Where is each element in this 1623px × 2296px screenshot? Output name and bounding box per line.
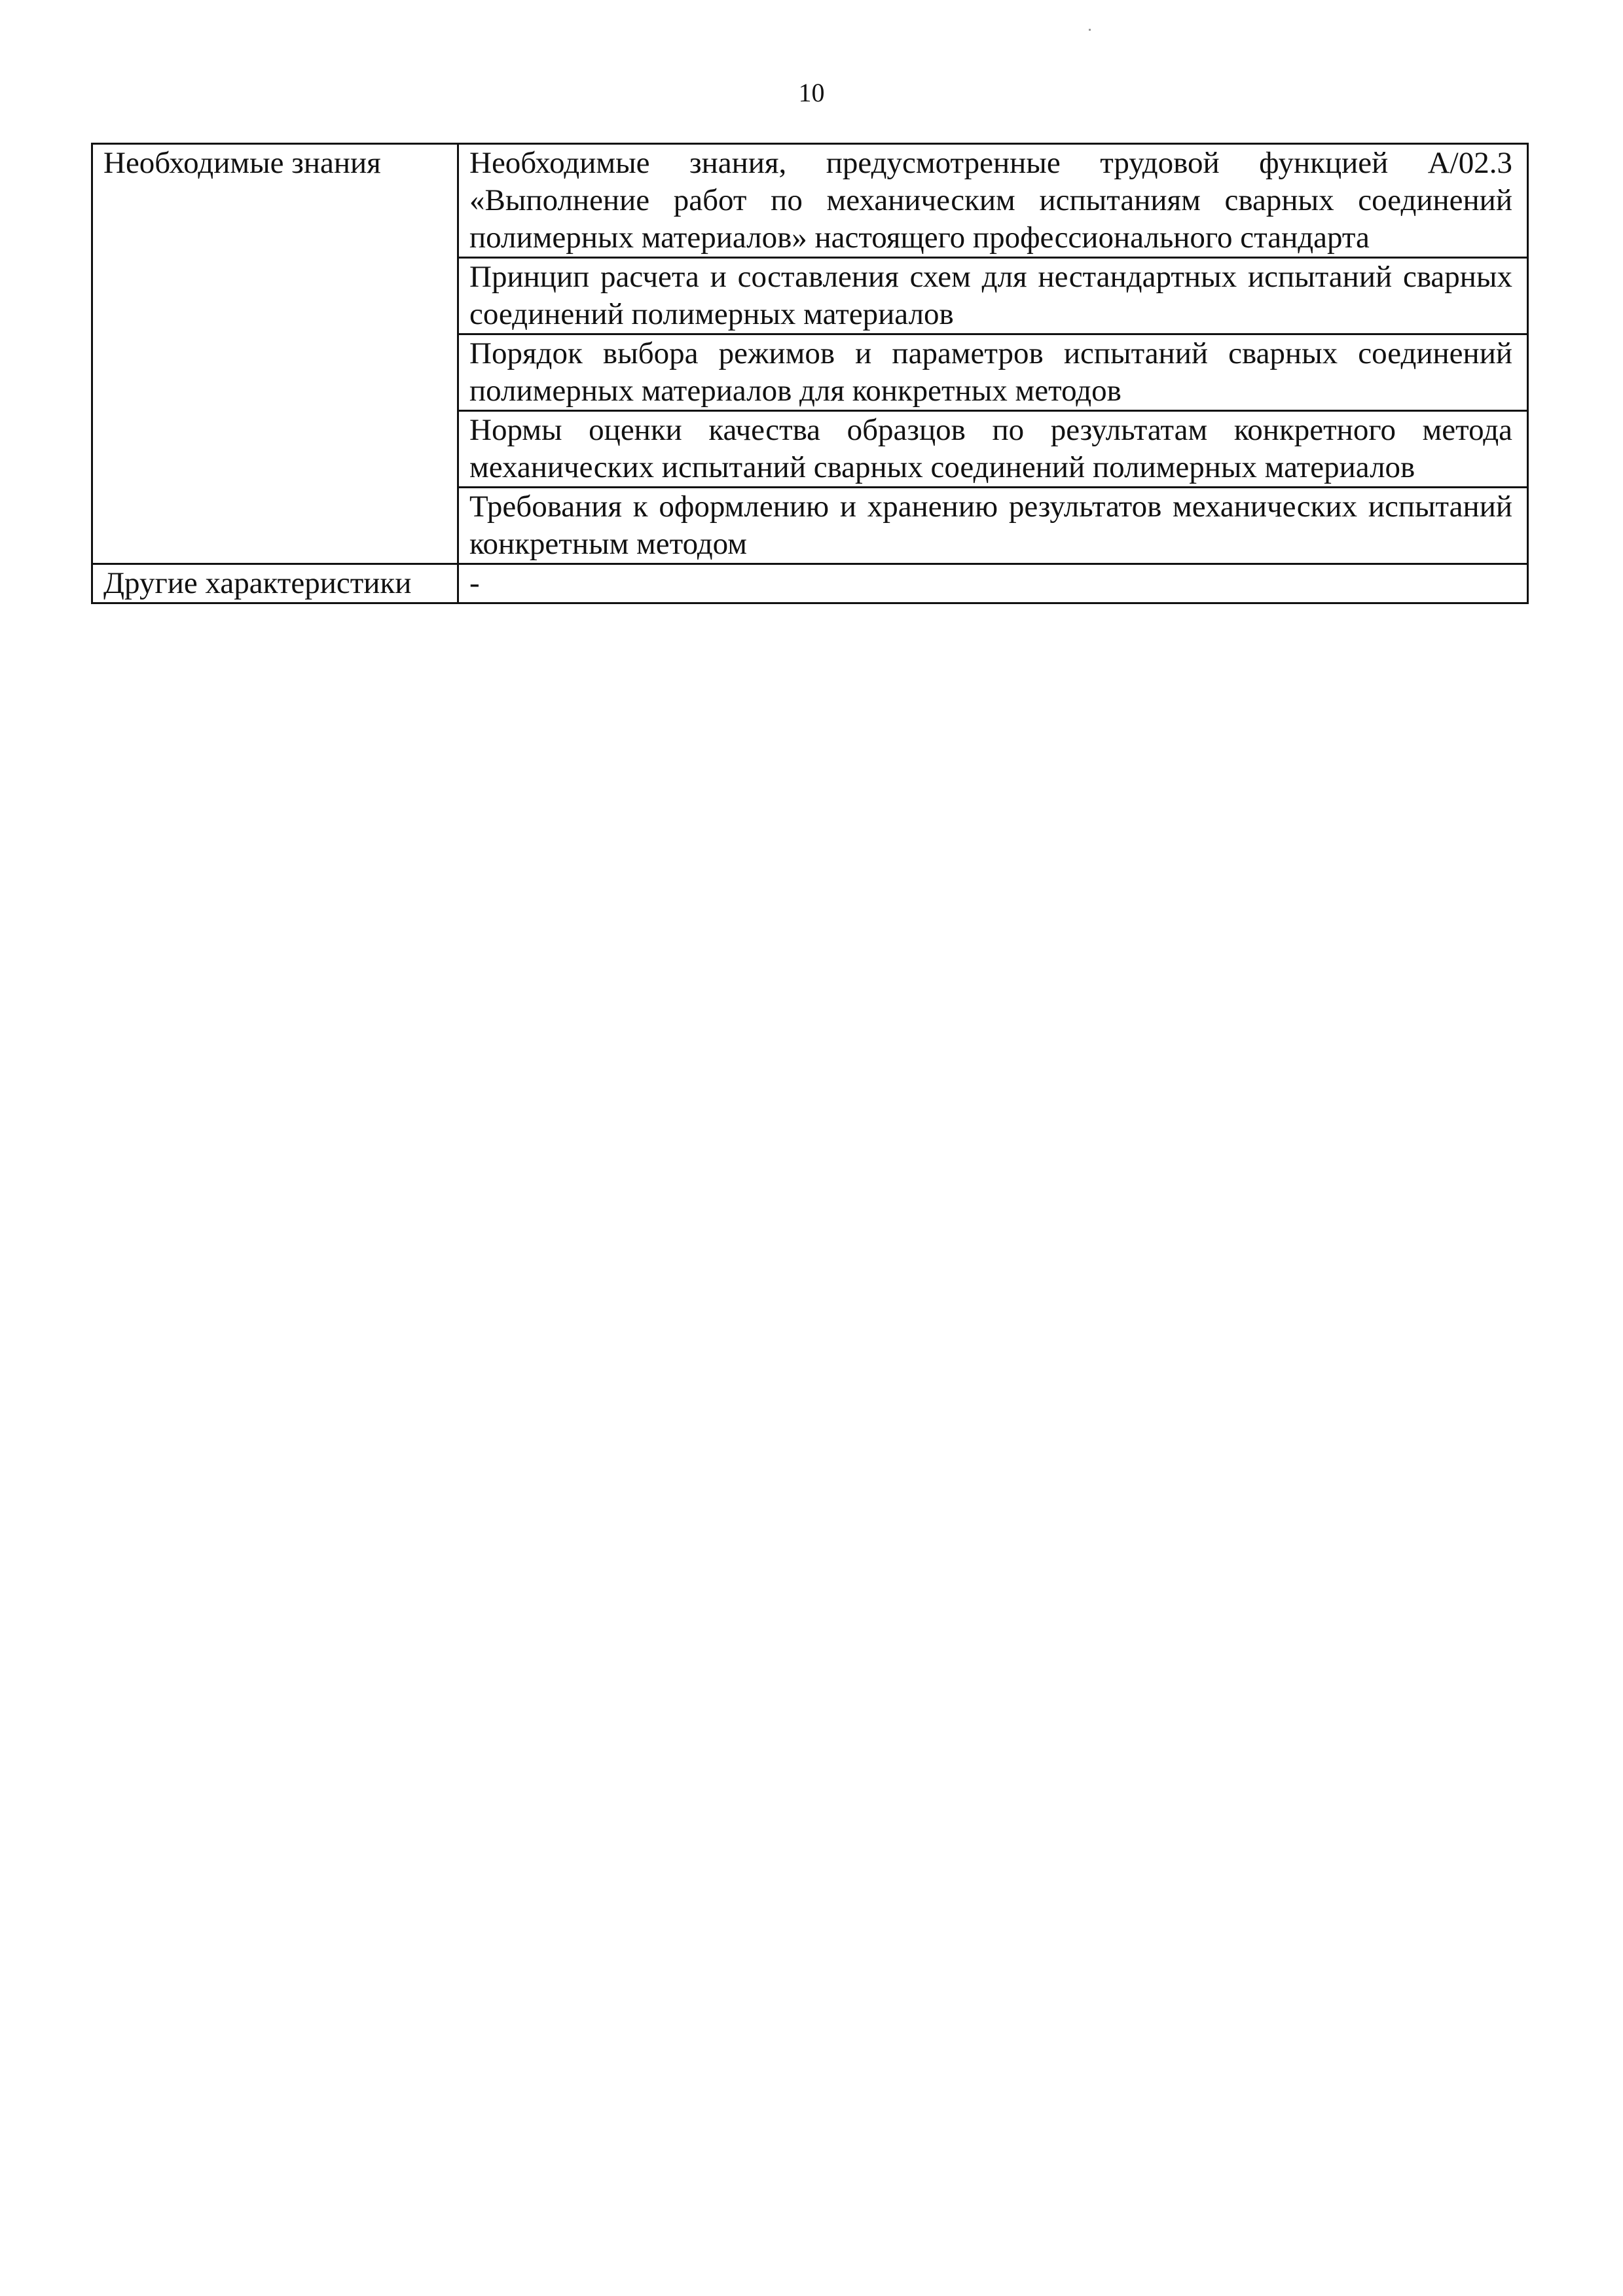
table-row-knowledge <box>92 144 1528 258</box>
row-label-other: Другие характеристики <box>92 564 458 603</box>
row-label-knowledge: Необходимые знания <box>92 144 458 564</box>
knowledge-item: Требования к оформлению и хранению результатов механических испытаний конкретным методом <box>458 488 1528 564</box>
scan-speck <box>1089 29 1091 31</box>
knowledge-item: Необходимые знания, предусмотренные трудовой функцией А/02.3 «Выполнение работ по механическим испытаниям сварных соединений полимерных материалов» настоящего профессионального стандарта <box>458 144 1528 258</box>
other-characteristics-value: - <box>458 564 1528 603</box>
knowledge-item: Порядок выбора режимов и параметров испытаний сварных соединений полимерных материалов для конкретных методов <box>458 334 1528 411</box>
knowledge-item: Нормы оценки качества образцов по результатам конкретного метода механических испытаний сварных соединений полимерных материалов <box>458 411 1528 488</box>
page-number: 10 <box>798 78 825 107</box>
requirements-table <box>91 143 1529 604</box>
knowledge-item: Принцип расчета и составления схем для нестандартных испытаний сварных соединений полимерных материалов <box>458 258 1528 334</box>
table-row-other <box>92 564 1528 603</box>
